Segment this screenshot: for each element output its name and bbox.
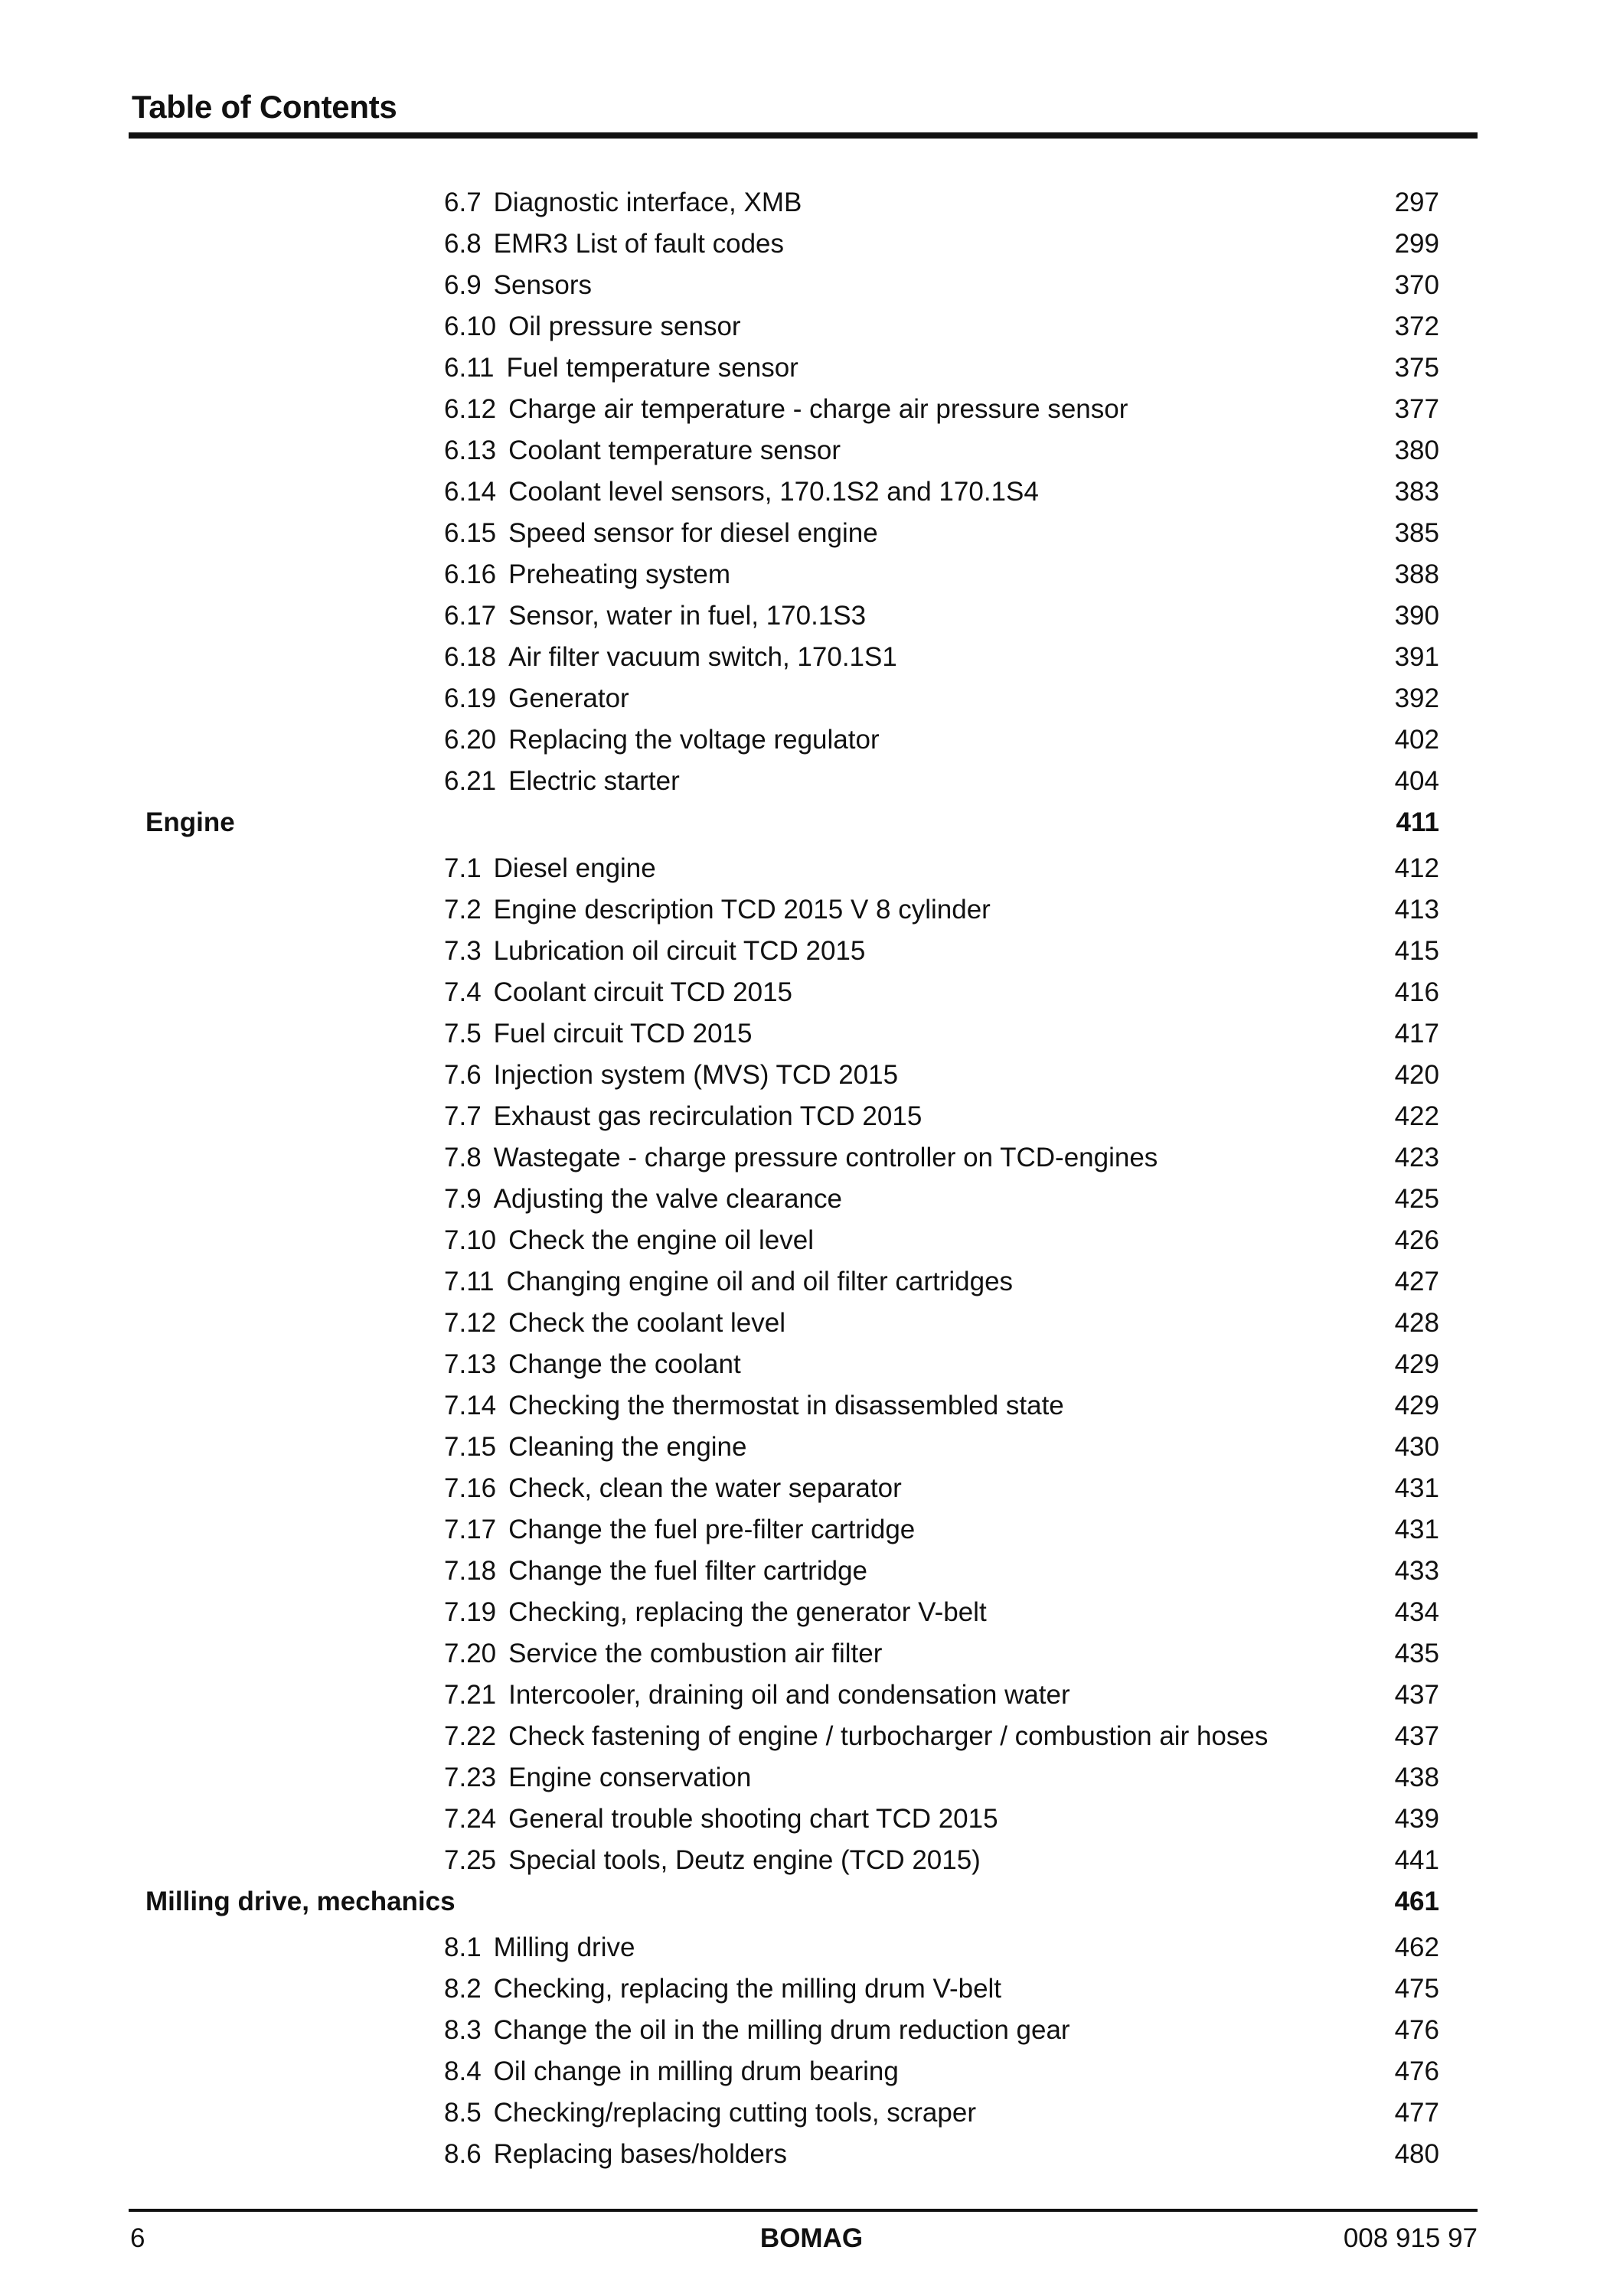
toc-page-number: 438	[1394, 1763, 1439, 1792]
toc-entry-title: Engine conservation	[508, 1763, 752, 1792]
toc-entry-title: Checking the thermostat in disassembled state	[508, 1391, 1064, 1420]
toc-list	[0, 182, 1623, 2175]
toc-entry[interactable]	[0, 889, 1623, 931]
toc-entry-number: 6.10	[444, 311, 497, 341]
toc-page-number: 402	[1394, 725, 1439, 755]
toc-entry-title: Wastegate - charge pressure controller on TCD-engines	[493, 1143, 1158, 1172]
toc-entry-title: Generator	[508, 683, 629, 713]
toc-entry-title: Oil change in milling drum bearing	[493, 2056, 899, 2086]
toc-entry-title: Checking, replacing the milling drum V-belt	[493, 1974, 1002, 2004]
toc-entry-number: 6.21	[444, 766, 497, 796]
toc-entry-title: Checking/replacing cutting tools, scraper	[493, 2098, 976, 2128]
toc-entry-title: Air filter vacuum switch, 170.1S1	[508, 642, 897, 672]
toc-entry-number: 7.14	[444, 1391, 497, 1420]
toc-entry[interactable]	[0, 1385, 1623, 1427]
toc-entry-title: Diagnostic interface, XMB	[493, 188, 802, 217]
toc-entry-number: 6.11	[444, 353, 495, 383]
toc-entry-number: 6.17	[444, 601, 497, 631]
toc-entry-title: Changing engine oil and oil filter cartridges	[506, 1267, 1014, 1296]
toc-page-number: 299	[1394, 229, 1439, 259]
toc-entry[interactable]	[0, 1675, 1623, 1716]
toc-entry[interactable]	[0, 1179, 1623, 1220]
toc-entry-title: Charge air temperature - charge air pressure sensor	[508, 394, 1128, 424]
toc-page-number: 380	[1394, 435, 1439, 465]
header-divider	[129, 132, 1478, 139]
toc-entry-number: 6.7	[444, 188, 482, 217]
toc-entry[interactable]	[0, 931, 1623, 972]
toc-entry-title: Speed sensor for diesel engine	[508, 518, 878, 548]
toc-page-number: 430	[1394, 1432, 1439, 1462]
toc-entry[interactable]	[0, 1055, 1623, 1096]
toc-page-number: 390	[1394, 601, 1439, 631]
toc-page-number: 428	[1394, 1308, 1439, 1338]
toc-entry-number: 6.8	[444, 229, 482, 259]
toc-chapter[interactable]	[0, 802, 1623, 848]
toc-entry-title: Check the coolant level	[508, 1308, 786, 1338]
toc-entry-number: 7.9	[444, 1184, 482, 1214]
toc-page-number: 370	[1394, 270, 1439, 300]
toc-entry-title: Injection system (MVS) TCD 2015	[493, 1060, 899, 1090]
toc-page-number: 476	[1394, 2056, 1439, 2086]
toc-entry-number: 6.9	[444, 270, 482, 300]
toc-entry-title: Check the engine oil level	[508, 1225, 814, 1255]
toc-entry[interactable]	[0, 1261, 1623, 1303]
toc-entry-title: Checking, replacing the generator V-belt	[508, 1597, 987, 1627]
toc-page-number: 435	[1394, 1639, 1439, 1668]
toc-entry[interactable]	[0, 719, 1623, 761]
toc-page-number: 417	[1394, 1019, 1439, 1049]
toc-entry-title: Coolant circuit TCD 2015	[493, 977, 793, 1007]
toc-entry[interactable]	[0, 1096, 1623, 1137]
toc-entry-number: 7.19	[444, 1597, 497, 1627]
page-number: 6	[130, 2223, 145, 2253]
toc-entry[interactable]	[0, 1013, 1623, 1055]
toc-entry-number: 8.1	[444, 1932, 482, 1962]
toc-entry[interactable]	[0, 554, 1623, 595]
toc-page-number: 461	[1394, 1887, 1439, 1916]
toc-entry[interactable]	[0, 389, 1623, 430]
toc-entry[interactable]	[0, 2051, 1623, 2092]
toc-entry[interactable]	[0, 1592, 1623, 1633]
toc-page-number: 433	[1394, 1556, 1439, 1586]
toc-entry-title: Change the coolant	[508, 1349, 741, 1379]
toc-entry-number: 7.2	[444, 895, 482, 925]
toc-entry-title: Change the fuel filter cartridge	[508, 1556, 868, 1586]
toc-entry-number: 6.19	[444, 683, 497, 713]
toc-entry[interactable]	[0, 430, 1623, 471]
toc-page-number: 439	[1394, 1804, 1439, 1834]
toc-page-number: 437	[1394, 1721, 1439, 1751]
toc-entry[interactable]	[0, 1840, 1623, 1881]
toc-page-number: 415	[1394, 936, 1439, 966]
toc-entry-number: 7.17	[444, 1515, 497, 1544]
toc-entry-title: Check, clean the water separator	[508, 1473, 902, 1503]
toc-entry[interactable]	[0, 1220, 1623, 1261]
toc-page-number: 377	[1394, 394, 1439, 424]
toc-entry[interactable]	[0, 595, 1623, 637]
toc-page-number: 385	[1394, 518, 1439, 548]
toc-entry[interactable]	[0, 306, 1623, 347]
toc-entry-number: 8.4	[444, 2056, 482, 2086]
toc-entry[interactable]	[0, 848, 1623, 889]
toc-entry-number: 7.10	[444, 1225, 497, 1255]
toc-page-number: 441	[1394, 1845, 1439, 1875]
toc-page-number: 434	[1394, 1597, 1439, 1627]
toc-entry-title: Service the combustion air filter	[508, 1639, 883, 1668]
toc-entry[interactable]	[0, 1927, 1623, 1968]
toc-entry[interactable]	[0, 1551, 1623, 1592]
toc-entry[interactable]	[0, 2010, 1623, 2051]
toc-entry[interactable]	[0, 1633, 1623, 1675]
toc-page-number: 431	[1394, 1515, 1439, 1544]
toc-entry-number: 7.4	[444, 977, 482, 1007]
toc-entry-title: Change the fuel pre-filter cartridge	[508, 1515, 916, 1544]
toc-entry[interactable]	[0, 678, 1623, 719]
toc-entry-number: 7.7	[444, 1101, 482, 1131]
toc-page-number: 422	[1394, 1101, 1439, 1131]
toc-entry-number: 8.2	[444, 1974, 482, 2004]
toc-entry-title: Fuel temperature sensor	[506, 353, 798, 383]
toc-entry-title: Change the oil in the milling drum reduction gear	[493, 2015, 1070, 2045]
toc-entry[interactable]	[0, 1137, 1623, 1179]
toc-entry-title: Special tools, Deutz engine (TCD 2015)	[508, 1845, 981, 1875]
toc-page-number: 437	[1394, 1680, 1439, 1710]
toc-chapter-title: Milling drive, mechanics	[145, 1887, 456, 1916]
toc-entry-number: 6.20	[444, 725, 497, 755]
toc-page-number: 431	[1394, 1473, 1439, 1503]
toc-page-number: 420	[1394, 1060, 1439, 1090]
toc-page-number: 383	[1394, 477, 1439, 507]
toc-page-number: 423	[1394, 1143, 1439, 1172]
document-number: 008 915 97	[1343, 2223, 1478, 2253]
toc-entry[interactable]	[0, 1968, 1623, 2010]
toc-page-number: 425	[1394, 1184, 1439, 1214]
toc-entry-title: Intercooler, draining oil and condensation water	[508, 1680, 1070, 1710]
toc-entry[interactable]	[0, 637, 1623, 678]
toc-entry-number: 7.24	[444, 1804, 497, 1834]
toc-entry-title: Preheating system	[508, 559, 730, 589]
toc-entry-title: Sensors	[493, 270, 593, 300]
toc-entry-number: 6.13	[444, 435, 497, 465]
toc-entry[interactable]	[0, 1344, 1623, 1385]
toc-page-number: 480	[1394, 2139, 1439, 2169]
toc-entry-number: 7.16	[444, 1473, 497, 1503]
toc-page-number: 413	[1394, 895, 1439, 925]
toc-page-number: 429	[1394, 1391, 1439, 1420]
toc-entry-number: 7.18	[444, 1556, 497, 1586]
toc-page-number: 416	[1394, 977, 1439, 1007]
toc-entry-number: 6.16	[444, 559, 497, 589]
toc-entry-number: 7.1	[444, 853, 482, 883]
toc-entry-title: Engine description TCD 2015 V 8 cylinder	[493, 895, 991, 925]
toc-entry-number: 7.8	[444, 1143, 482, 1172]
toc-entry-number: 7.12	[444, 1308, 497, 1338]
toc-entry-title: Sensor, water in fuel, 170.1S3	[508, 601, 867, 631]
toc-entry[interactable]	[0, 761, 1623, 802]
toc-entry[interactable]	[0, 513, 1623, 554]
toc-page-number: 297	[1394, 188, 1439, 217]
toc-entry-title: Adjusting the valve clearance	[493, 1184, 842, 1214]
toc-entry-number: 6.12	[444, 394, 497, 424]
toc-entry[interactable]	[0, 1468, 1623, 1509]
toc-entry[interactable]	[0, 2092, 1623, 2134]
toc-entry-number: 8.6	[444, 2139, 482, 2169]
toc-entry[interactable]	[0, 1427, 1623, 1468]
toc-entry[interactable]	[0, 1716, 1623, 1757]
toc-entry-title: Lubrication oil circuit TCD 2015	[493, 936, 866, 966]
toc-entry-title: Cleaning the engine	[508, 1432, 747, 1462]
toc-entry-title: Coolant level sensors, 170.1S2 and 170.1S4	[508, 477, 1039, 507]
toc-entry-number: 7.6	[444, 1060, 482, 1090]
toc-page-number: 391	[1394, 642, 1439, 672]
toc-entry[interactable]	[0, 347, 1623, 389]
toc-entry-number: 8.5	[444, 2098, 482, 2128]
toc-entry-title: Electric starter	[508, 766, 680, 796]
toc-entry-title: Diesel engine	[493, 853, 656, 883]
brand-name: BOMAG	[759, 2223, 864, 2253]
toc-chapter[interactable]	[0, 1881, 1623, 1927]
toc-entry-number: 7.21	[444, 1680, 497, 1710]
toc-page-number: 475	[1394, 1974, 1439, 2004]
toc-page-number: 476	[1394, 2015, 1439, 2045]
toc-entry[interactable]	[0, 972, 1623, 1013]
toc-entry[interactable]	[0, 2134, 1623, 2175]
toc-entry-title: Exhaust gas recirculation TCD 2015	[493, 1101, 923, 1131]
toc-entry-number: 7.15	[444, 1432, 497, 1462]
toc-entry[interactable]	[0, 1757, 1623, 1799]
toc-entry-title: Coolant temperature sensor	[508, 435, 841, 465]
toc-entry-title: Replacing bases/holders	[493, 2139, 787, 2169]
toc-entry[interactable]	[0, 471, 1623, 513]
toc-entry[interactable]	[0, 1303, 1623, 1344]
toc-entry-number: 7.3	[444, 936, 482, 966]
toc-entry-number: 7.13	[444, 1349, 497, 1379]
toc-entry-number: 7.22	[444, 1721, 497, 1751]
toc-entry-title: Replacing the voltage regulator	[508, 725, 880, 755]
page-title: Table of Contents	[132, 89, 397, 125]
toc-chapter-title: Engine	[145, 807, 235, 837]
toc-entry-number: 8.3	[444, 2015, 482, 2045]
toc-page-number: 372	[1394, 311, 1439, 341]
toc-entry[interactable]	[0, 182, 1623, 223]
toc-entry-title: EMR3 List of fault codes	[493, 229, 784, 259]
toc-entry[interactable]	[0, 223, 1623, 265]
toc-page-number: 392	[1394, 683, 1439, 713]
toc-entry-number: 7.11	[444, 1267, 495, 1296]
toc-entry[interactable]	[0, 1509, 1623, 1551]
toc-entry-number: 7.25	[444, 1845, 497, 1875]
toc-entry-number: 6.15	[444, 518, 497, 548]
toc-entry[interactable]	[0, 1799, 1623, 1840]
toc-page-number: 375	[1394, 353, 1439, 383]
toc-entry-title: Milling drive	[493, 1932, 635, 1962]
footer-divider	[129, 2209, 1478, 2212]
toc-page-number: 462	[1394, 1932, 1439, 1962]
toc-entry-number: 7.5	[444, 1019, 482, 1049]
toc-entry-title: Oil pressure sensor	[508, 311, 741, 341]
toc-entry-number: 7.23	[444, 1763, 497, 1792]
toc-page-number: 388	[1394, 559, 1439, 589]
toc-page-number: 404	[1394, 766, 1439, 796]
toc-page-number: 412	[1394, 853, 1439, 883]
toc-entry-number: 6.14	[444, 477, 497, 507]
toc-page-number: 427	[1394, 1267, 1439, 1296]
toc-entry-title: General trouble shooting chart TCD 2015	[508, 1804, 998, 1834]
toc-entry-title: Fuel circuit TCD 2015	[493, 1019, 753, 1049]
toc-page-number: 411	[1396, 807, 1439, 837]
toc-page-number: 477	[1394, 2098, 1439, 2128]
toc-page-number: 426	[1394, 1225, 1439, 1255]
toc-entry-number: 7.20	[444, 1639, 497, 1668]
toc-entry-number: 6.18	[444, 642, 497, 672]
toc-page-number: 429	[1394, 1349, 1439, 1379]
toc-entry-title: Check fastening of engine / turbocharger / combustion air hoses	[508, 1721, 1269, 1751]
toc-entry[interactable]	[0, 265, 1623, 306]
